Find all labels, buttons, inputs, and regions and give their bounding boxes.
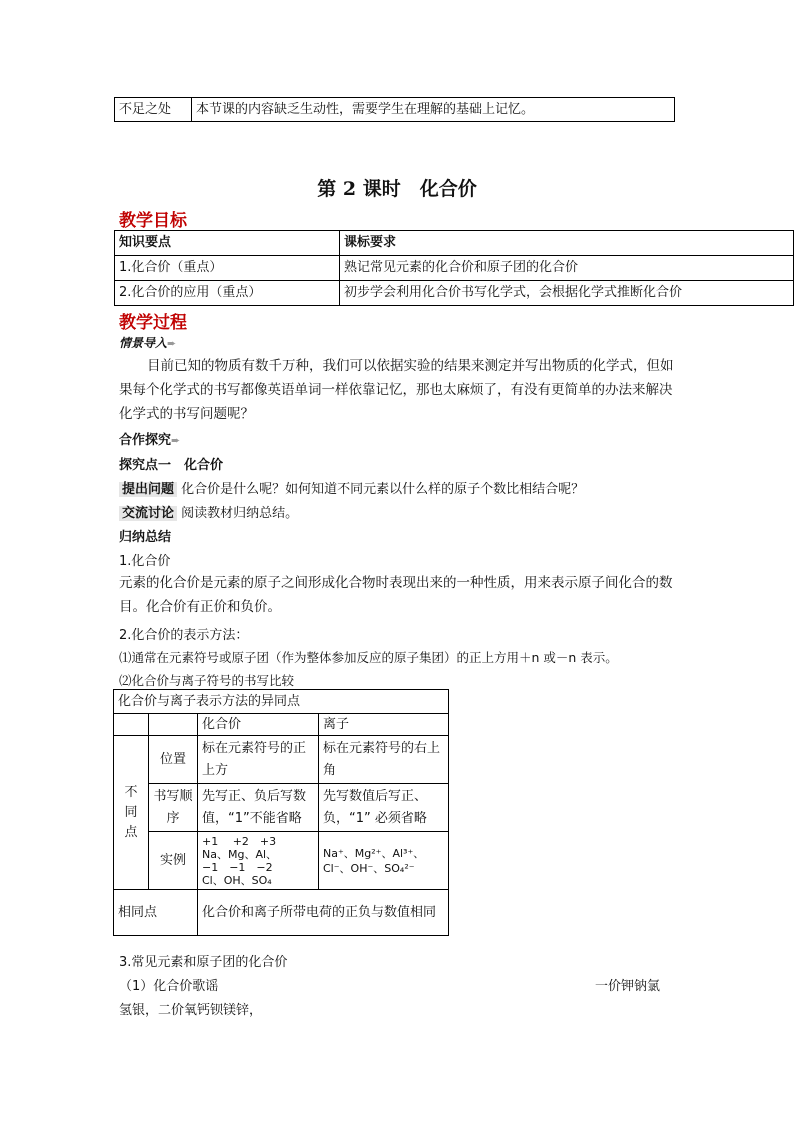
- intro-label: 情景导入: [119, 336, 168, 350]
- col-header-valence: 化合价: [198, 714, 319, 736]
- compare-caption: 化合价与离子表示方法的异同点: [114, 690, 449, 714]
- position-ion: 标在元素符号的右上角: [319, 736, 449, 784]
- position-label: 位置: [149, 736, 198, 784]
- goals-header-2: 课标要求: [340, 231, 794, 256]
- arrow-icon: ➨: [167, 337, 177, 350]
- same-label: 相同点: [114, 890, 198, 936]
- col-header-ion: 离子: [319, 714, 449, 736]
- goals-row-1-req: 熟记常见元素的化合价和原子团的化合价: [340, 256, 794, 281]
- coop-label-wrap: [119, 429, 180, 448]
- same-value: 化合价和离子所带电荷的正负与数值相同: [198, 890, 449, 936]
- order-ion: 先写数值后写正、负，“1” 必须省略: [319, 784, 449, 832]
- goals-row-2-req: 初步学会利用化合价书写化学式，会根据化学式推断化合价: [340, 281, 794, 306]
- question-text: 化合价是什么呢？如何知道不同元素以什么样的原子个数比相结合呢？: [181, 482, 585, 497]
- song-line-1: 一价钾钠氯: [595, 979, 661, 994]
- summary-3-1: （1）化合价歌谣: [119, 979, 219, 994]
- point1-title: 探究点一 化合价: [119, 458, 224, 473]
- shortcoming-table: [114, 97, 675, 122]
- order-label: 书写顺序: [149, 784, 198, 832]
- order-valence: 先写正、负后写数值，“1”不能省略: [198, 784, 319, 832]
- summary-2: 2.化合价的表示方法：: [119, 628, 249, 643]
- empty-cell: [114, 714, 149, 736]
- example-valence: [198, 832, 319, 890]
- goals-table: [114, 230, 794, 306]
- goals-header-1: 知识要点: [115, 231, 340, 256]
- question-label: 提出问题: [119, 482, 177, 497]
- summary-1-text: 元素的化合价是元素的原子之间形成化合物时表现出来的一种性质，用来表示原子间化合的数目。化合价有正价和负价。: [119, 575, 673, 615]
- position-valence: 标在元素符号的正上方: [198, 736, 319, 784]
- example-ion: Na⁺、Mg²⁺、Al³⁺、Cl⁻、OH⁻、SO₄²⁻: [319, 832, 449, 890]
- example-valence-line3: −1 −1 −2: [202, 860, 273, 874]
- compare-table: [113, 689, 449, 936]
- example-valence-line4: Cl、OH、SO₄: [202, 873, 272, 887]
- summary-label: 归纳总结: [119, 530, 172, 545]
- summary-1: 1.化合价: [119, 554, 171, 569]
- coop-label: 合作探究: [119, 433, 172, 448]
- discussion-text: 阅读教材归纳总结。: [181, 506, 299, 521]
- intro-label-wrap: [119, 334, 176, 351]
- example-label: 实例: [149, 832, 198, 890]
- empty-cell: [149, 714, 198, 736]
- song-line-2: 氢银，二价氧钙钡镁锌，: [119, 1003, 263, 1018]
- diff-label: [114, 736, 149, 890]
- diff-label-text: 不同点: [124, 784, 138, 840]
- page-title: 第 2 课时 化合价: [317, 178, 477, 200]
- summary-2-1: ⑴通常在元素符号或原子团（作为整体参加反应的原子集团）的正上方用＋n 或－n 表示。: [119, 650, 618, 665]
- intro-text: 目前已知的物质有数千万种，我们可以依据实验的结果来测定并写出物质的化学式，但如果每个化学式的书写都像英语单词一样依靠记忆，那也太麻烦了，有没有更简单的办法来解决化学式的书写问题呢？: [119, 358, 674, 422]
- shortcoming-label: 不足之处: [115, 98, 192, 122]
- goals-row-2-point: 2.化合价的应用（重点）: [115, 281, 340, 306]
- summary-2-2: ⑵化合价与离子符号的书写比较: [119, 673, 295, 688]
- discussion-label: 交流讨论: [119, 506, 177, 521]
- question-line: [119, 478, 584, 497]
- goals-heading: 教学目标: [119, 211, 187, 231]
- shortcoming-content: 本节课的内容缺乏生动性，需要学生在理解的基础上记忆。: [192, 98, 675, 122]
- arrow-icon: ➨: [171, 434, 181, 447]
- summary-3: 3.常见元素和原子团的化合价: [119, 955, 288, 970]
- example-valence-line2: Na、Mg、Al、: [202, 847, 278, 861]
- process-heading: 教学过程: [119, 313, 187, 333]
- discussion-line: [119, 502, 298, 521]
- example-valence-line1: +1 +2 +3: [202, 834, 277, 848]
- goals-row-1-point: 1.化合价（重点）: [115, 256, 340, 281]
